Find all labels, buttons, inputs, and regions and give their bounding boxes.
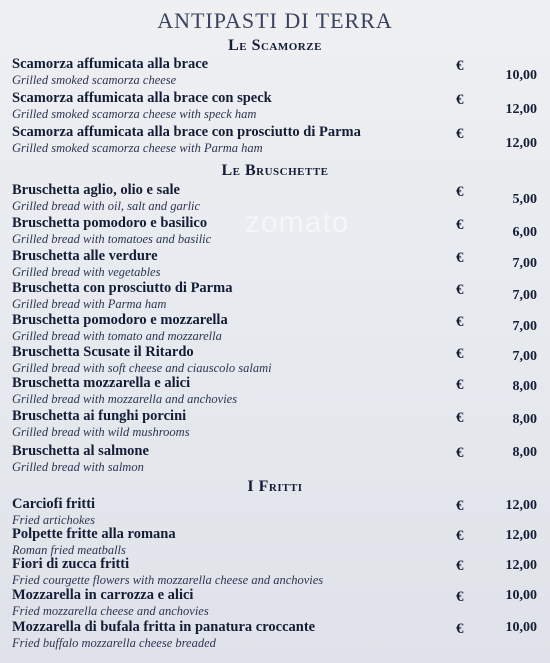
item-name: Mozzarella di bufala fritta in panatura croccante [12,619,316,635]
currency-symbol: € [456,217,464,233]
item-price: 12,00 [505,136,537,151]
item-name: Bruschetta pomodoro e mozzarella [12,312,228,328]
menu-item [12,443,537,477]
currency-symbol: € [456,445,464,461]
currency-symbol: € [456,250,464,266]
item-price: 7,00 [512,256,537,271]
item-price: 7,00 [512,319,537,334]
menu-item [12,375,537,409]
item-name: Scamorza affumicata alla brace con speck [12,90,272,106]
currency-symbol: € [456,377,464,393]
item-description: Roman fried meatballs [12,543,126,557]
item-price: 10,00 [505,68,537,83]
item-price: 12,00 [505,498,537,513]
currency-symbol: € [456,498,464,514]
item-price: 12,00 [505,102,537,117]
watermark: zomato [245,206,350,239]
item-name: Scamorza affumicata alla brace [12,56,209,72]
menu-item [12,619,537,653]
item-description: Grilled smoked scamorza cheese [12,73,177,87]
item-name: Scamorza affumicata alla brace con prosciutto di Parma [12,124,361,140]
item-description: Fried mozzarella cheese and anchovies [12,604,209,618]
item-price: 8,00 [512,412,537,427]
menu-item [12,312,537,346]
currency-symbol: € [456,184,464,200]
item-name: Bruschetta ai funghi porcini [12,408,187,424]
currency-symbol: € [456,282,464,298]
item-description: Fried artichokes [12,513,95,527]
currency-symbol: € [456,589,464,605]
menu-item [12,124,537,158]
item-price: 7,00 [512,288,537,303]
item-name: Mozzarella in carrozza e alici [12,587,194,603]
item-name: Fiori di zucca fritti [12,556,130,572]
item-description: Grilled bread with wild mushrooms [12,425,190,439]
currency-symbol: € [456,92,464,108]
menu-item [12,215,537,249]
item-name: Bruschetta alle verdure [12,248,158,264]
section-heading-fritti: I Fritti [247,478,303,495]
item-name: Bruschetta Scusate il Ritardo [12,344,194,360]
item-name: Bruschetta aglio, olio e sale [12,182,180,198]
item-name: Bruschetta con prosciutto di Parma [12,280,233,296]
item-price: 8,00 [512,379,537,394]
section-heading-bruschette: Le Bruschette [221,162,329,179]
item-description: Grilled bread with salmon [12,460,144,474]
menu-item [12,344,537,378]
item-description: Grilled smoked scamorza cheese with Parma ham [12,141,263,155]
currency-symbol: € [456,58,464,74]
menu-item [12,526,537,560]
menu-item [12,248,537,282]
menu-item [12,280,537,314]
item-price: 7,00 [512,349,537,364]
menu-item [12,408,537,442]
item-price: 6,00 [512,225,537,240]
section-heading-scamorze: Le Scamorze [228,37,322,54]
page-title: ANTIPASTI DI TERRA [157,8,393,33]
item-name: Bruschetta mozzarella e alici [12,375,191,391]
item-description: Grilled bread with vegetables [12,265,161,279]
item-name: Carciofi fritti [12,496,96,512]
item-description: Grilled bread with tomato and mozzarella [12,329,222,343]
item-price: 10,00 [505,588,537,603]
menu-item [12,90,537,124]
item-description: Grilled bread with soft cheese and ciauscolo salami [12,361,272,375]
currency-symbol: € [456,314,464,330]
item-description: Fried buffalo mozzarella cheese breaded [12,636,216,650]
currency-symbol: € [456,126,464,142]
item-name: Bruschetta pomodoro e basilico [12,215,208,231]
item-price: 5,00 [512,192,537,207]
menu-item [12,496,537,530]
item-description: Grilled bread with mozzarella and anchovies [12,392,238,406]
item-price: 12,00 [505,528,537,543]
item-description: Grilled smoked scamorza cheese with speck ham [12,107,257,121]
currency-symbol: € [456,558,464,574]
item-description: Grilled bread with oil, salt and garlic [12,199,201,213]
item-description: Fried courgette flowers with mozzarella cheese and anchovies [12,573,324,587]
menu-item [12,56,537,90]
menu-item [12,556,537,590]
currency-symbol: € [456,528,464,544]
currency-symbol: € [456,621,464,637]
item-description: Grilled bread with Parma ham [12,297,167,311]
item-price: 8,00 [512,445,537,460]
currency-symbol: € [456,410,464,426]
menu-item [12,587,537,621]
item-description: Grilled bread with tomatoes and basilic [12,232,212,246]
item-name: Polpette fritte alla romana [12,526,176,542]
item-price: 12,00 [505,558,537,573]
currency-symbol: € [456,346,464,362]
menu-item [12,182,537,216]
item-name: Bruschetta al salmone [12,443,149,459]
item-price: 10,00 [505,620,537,635]
